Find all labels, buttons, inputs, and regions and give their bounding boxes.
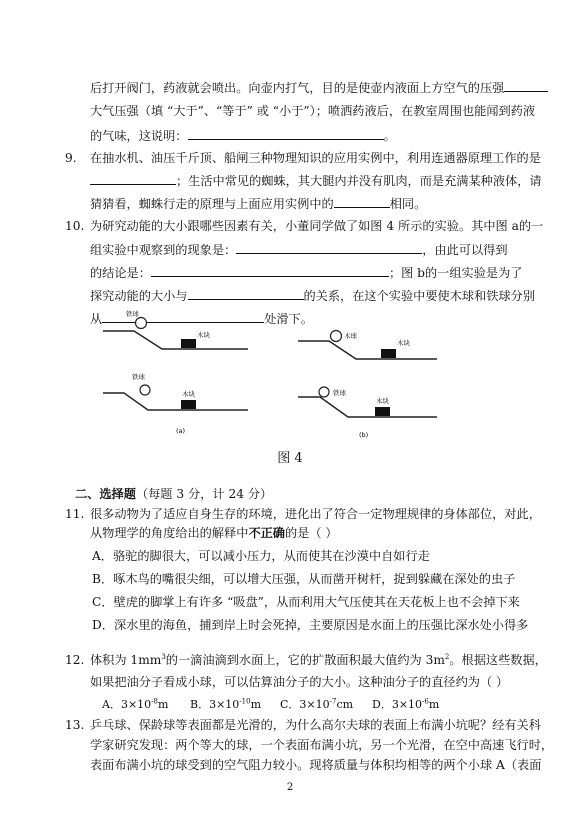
q8-text: 大气压强（填 “大于”、“等于” 或 “小于”）；喷洒药液后，在教室周围也能闻到药液 [90,104,536,118]
q10-text: 为研究动能的大小跟哪些因素有关，小董同学做了如图 4 所示的实验。其中图 a的一 [90,219,544,233]
block-icon [381,349,396,358]
block-label: 木块 [376,397,389,405]
iron-ball-label: 铁球 [333,389,346,397]
q10-text: 的结论是： [90,266,151,280]
q11-option-a[interactable]: A．骆驼的脚很大，可以减小压力，从而使其在沙漠中自如行走 [92,549,430,563]
q12-unit: m [157,698,169,711]
q9-text: 在抽水机、油压千斤顶、船闸三种物理知识的应用实例中，利用连通器原理工作的是 [90,151,541,165]
q10-text: 探究动能的大小与 [90,289,188,303]
q13-line-3 [90,757,541,773]
block-icon [375,407,390,416]
figure-label-b: (b) [359,431,369,439]
q12-text: 的一滴油滴到水面上，它的扩散面积最大值约为 3m [165,653,445,667]
iron-ball-icon [140,385,150,395]
q12-unit: m [428,698,440,711]
q11-option-b[interactable]: B．啄木鸟的嘴很尖细，可以增大压强，从而凿开树杆，捉到躲藏在深处的虫子 [92,572,516,586]
q10-text: 组实验中观察到的现象是： [90,243,237,257]
iron-ball-label: 铁球 [126,310,139,318]
q10-text: 的关系，在这个实验中要使木球和铁球分别 [303,289,536,303]
block-icon [181,400,196,409]
q12-option-a[interactable] [102,697,168,713]
block-label: 木块 [397,339,410,347]
q12-option-a-text: A．3×10 [102,698,152,711]
q11-option-c[interactable]: C．壁虎的脚掌上有许多 “吸盘”，从而利用大气压使其在天花板上也不会掉下来 [92,595,520,609]
q11-option-d[interactable]: D．深水里的海鱼，捕到岸上时会死掉，主要原因是水面上的压强比深水处小得多 [92,618,529,632]
figure-caption: 图 4 [277,451,303,466]
q12-sup: -6 [422,697,429,706]
q11-emphasis: 不正确 [248,526,285,540]
q10-text: ，由此可以得到 [422,243,508,257]
q12-text: 如果把油分子看成小球，可以估算油分子的大小。这种油分子的直径约为（ ） [90,675,509,689]
q13-line-1 [90,717,541,733]
q12-unit: m [250,698,262,711]
q12-text: 体积为 1mm [90,653,162,667]
q10-text: 从 [90,312,103,326]
q12-number: 12. [65,653,85,667]
q11-text: 的是（ ） [285,526,338,540]
q12-text: 。根据这些数据， [449,653,547,667]
q13-text: 乒乓球、保龄球等表面都是光滑的，为什么高尔夫球的表面上布满小坑呢？经有关科 [90,718,541,732]
block-label: 木块 [197,331,210,339]
wood-ball-icon [331,331,342,342]
q12-sup: 3 [161,652,166,661]
q9-text: ；生活中常见的蜘蛛，其大腿内并没有肌肉，而是充满某种液体，请 [176,174,542,188]
figure-label-a: (a) [176,427,186,435]
q12-sup: -10 [239,697,251,706]
q11-text: 很多动物为了适应自身生存的环境，进化出了符合一定物理规律的身体部位，对此， [90,507,541,521]
q11-text: 从物理学的角度给出的解释中 [90,526,249,540]
q10-text: ；图 b的一组实验是为了 [388,266,523,280]
figure-a-bottom [103,372,248,410]
q12-option-c-text: C．3×10 [280,698,330,711]
q12-option-c[interactable] [280,697,353,713]
q12-unit: cm [336,698,354,711]
q12-line-2 [90,674,508,690]
q11-line-2 [90,525,338,541]
iron-ball-icon [319,387,329,397]
q13-line-2 [90,737,553,753]
q9-number: 9. [65,151,77,165]
q13-text: 学家研究发现：两个等大的球，一个表面布满小坑，另一个光滑，在空中高速飞行时， [90,738,554,752]
q12-option-d[interactable] [372,697,439,713]
q12-line-1 [90,652,547,668]
q13-number: 13. [65,718,85,732]
q10-text: 处滑下。 [264,312,313,326]
q9-text: 相同。 [389,197,427,211]
figure-b-bottom [298,387,437,417]
wood-ball-label: 木球 [344,332,357,340]
page-number: 2 [286,782,294,793]
section-note: （每题 3 分，计 24 分） [135,487,273,501]
q8-text: 。 [383,129,396,143]
q13-text: 表面布满小坑的球受到的空气阻力较小。现将质量与体积均相等的两个小球 A（表面 [90,758,542,772]
q12-option-d-text: D．3×10 [372,698,423,711]
block-label: 木块 [182,390,195,398]
q9-text: 猜猜看，蜘蛛行走的原理与上面应用实例中的 [90,197,334,211]
q11-line-1 [90,506,541,522]
iron-ball-icon [136,318,147,329]
section-heading [75,486,272,502]
q12-sup: 2 [444,652,450,661]
q10-number: 10. [65,219,85,233]
q8-text: 后打开阀门，药液就会喷出。向壶内打气，目的是使壶内液面上方空气的压强 [90,81,505,95]
q8-text: 的气味，这说明： [90,129,188,143]
iron-ball-label: 铁球 [132,373,145,381]
figure-b-top [298,331,437,360]
q11-number: 11. [65,507,85,521]
q12-sup: -8 [151,697,158,706]
figure-a-top [103,309,248,349]
block-icon [181,339,196,348]
q12-option-b-text: B．3×10 [190,698,240,711]
q12-option-b[interactable] [190,697,261,713]
section-title: 二、选择题 [75,487,136,501]
q12-sup: -7 [329,697,337,706]
